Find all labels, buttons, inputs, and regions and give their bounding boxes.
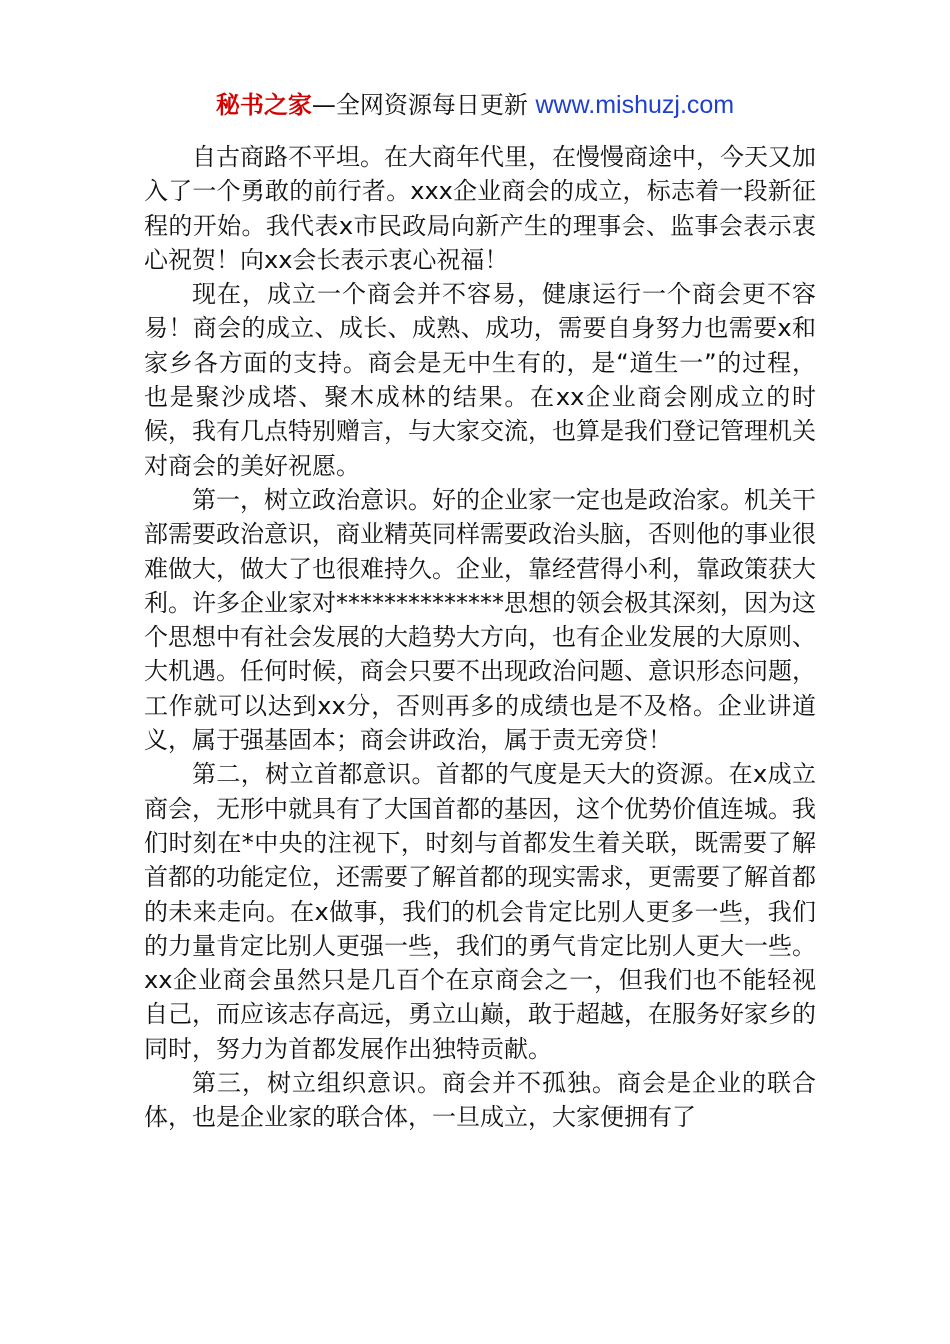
- paragraph-point-one: 第一，树立政治意识。好的企业家一定也是政治家。机关干部需要政治意识，商业精英同样需要政治头脑，否则他的事业很难做大，做大了也很难持久。企业，靠经营得小利，靠政策获大利。许多企业家对**************思想的领会极其深刻，因为这个思想中有社会发展的大趋势大方向，也有企业发展的大原则、大机遇。任何时候，商会只要不出现政治问题、意识形态问题，工作就可以达到xx分，否则再多的成绩也是不及格。企业讲道义，属于强基固本；商会讲政治，属于责无旁贷！: [144, 485, 816, 755]
- site-url[interactable]: www.mishuzj.com: [535, 91, 735, 119]
- page-header: [0, 88, 950, 122]
- paragraph-point-three: 第三，树立组织意识。商会并不孤独。商会是企业的联合体，也是企业家的联合体，一旦成立，大家便拥有了: [144, 1069, 816, 1132]
- brand-name: 秘书之家: [215, 91, 312, 119]
- paragraph-point-two: 第二，树立首都意识。首都的气度是天大的资源。在x成立商会，无形中就具有了大国首都的基因，这个优势价值连城。我们时刻在*中央的注视下，时刻与首都发生着关联，既需要了解首都的功能定位，还需要了解首都的现实需求，更需要了解首都的未来走向。在x做事，我们的机会肯定比别人更多一些，我们的力量肯定比别人更强一些，我们的勇气肯定比别人更大一些。xx企业商会虽然只是几百个在京商会之一，但我们也不能轻视自己，而应该志存高远，勇立山巅，敢于超越，在服务好家乡的同时，努力为首都发展作出独特贡献。: [144, 760, 816, 1063]
- paragraph-intro: 自古商路不平坦。在大商年代里，在慢慢商途中，今天又加入了一个勇敢的前行者。xxx企业商会的成立，标志着一段新征程的开始。我代表x市民政局向新产生的理事会、监事会表示衷心祝贺！向xx会长表示衷心祝福！: [144, 143, 816, 274]
- document-body: [144, 140, 816, 1135]
- header-slogan: —全网资源每日更新: [311, 91, 528, 119]
- paragraph-context: 现在，成立一个商会并不容易，健康运行一个商会更不容易！商会的成立、成长、成熟、成功，需要自身努力也需要x和家乡各方面的支持。商会是无中生有的，是“道生一”的过程，也是聚沙成塔、聚木成林的结果。在xx企业商会刚成立的时候，我有几点特别赠言，与大家交流，也算是我们登记管理机关对商会的美好祝愿。: [144, 280, 816, 480]
